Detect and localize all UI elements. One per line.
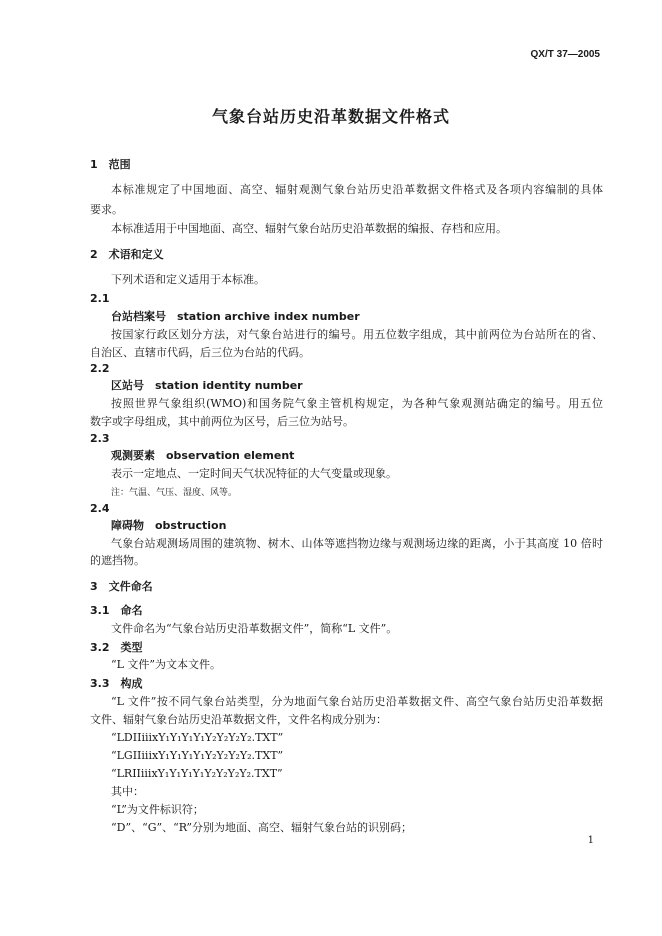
term-2-4-definition-cont: 的遮挡物。 — [90, 554, 145, 567]
term-2-2-definition-cont: 数字或字母组成，其中前两位为区号，后三位为站号。 — [90, 415, 354, 428]
term-2-3-number: 2.3 — [90, 432, 110, 445]
where-item-dgr: “D”、“G”、“R”分别为地面、高空、辐射气象台站的识别码； — [111, 821, 413, 834]
section-3-heading: 3 文件命名 — [90, 580, 153, 593]
filename-format-upper-air: “LGIIiiixY₁Y₁Y₁Y₁Y₂Y₂Y₂Y₂.TXT” — [111, 749, 284, 762]
term-2-3-note: 注：气温、气压、湿度、风等。 — [111, 488, 238, 498]
section-3-1-text: 文件命名为“气象台站历史沿革数据文件”，简称“L 文件”。 — [111, 622, 398, 635]
section-3-1-heading: 3.1 命名 — [90, 604, 143, 617]
section-1-paragraph-2: 本标准适用于中国地面、高空、辐射气象台站历史沿革数据的编报、存档和应用。 — [111, 222, 507, 235]
filename-format-surface: “LDIIiiixY₁Y₁Y₁Y₁Y₂Y₂Y₂Y₂.TXT” — [111, 731, 284, 744]
term-2-1-definition: 按国家行政区划分方法，对气象台站进行的编号。用五位数字组成，其中前两位为台站所在的省、 — [111, 328, 603, 341]
section-1-paragraph-1: 本标准规定了中国地面、高空、辐射观测气象台站历史沿革数据文件格式及各项内容编制的具体 — [111, 183, 603, 196]
term-2-4-definition: 气象台站观测场周围的建筑物、树木、山体等遮挡物边缘与观测场边缘的距离，小于其高度 10 倍时 — [111, 537, 603, 550]
section-3-2-heading: 3.2 类型 — [90, 641, 143, 654]
section-3-3-text-cont: 文件、辐射气象台站历史沿革数据文件，文件名构成分别为： — [90, 713, 387, 726]
section-1-paragraph-1-cont: 要求。 — [90, 203, 123, 216]
term-2-1-number: 2.1 — [90, 292, 110, 305]
term-2-2-definition: 按照世界气象组织(WMO)和国务院气象主管机构规定，为各种气象观测站确定的编号。用五位 — [111, 397, 603, 410]
standard-code: QX/T 37—2005 — [530, 49, 600, 60]
section-2-intro: 下列术语和定义适用于本标准。 — [111, 273, 265, 286]
filename-format-radiation: “LRIIiiixY₁Y₁Y₁Y₁Y₂Y₂Y₂Y₂.TXT” — [111, 767, 283, 780]
where-item-l: “L”为文件标识符； — [111, 803, 204, 816]
section-3-3-heading: 3.3 构成 — [90, 677, 143, 690]
section-2-heading: 2 术语和定义 — [90, 248, 164, 261]
term-2-1-title: 台站档案号 station archive index number — [111, 310, 360, 323]
term-2-2-title: 区站号 station identity number — [111, 379, 303, 392]
term-2-1-definition-cont: 自治区、直辖市代码，后三位为台站的代码。 — [90, 346, 310, 359]
section-1-heading: 1 范围 — [90, 158, 131, 171]
term-2-4-number: 2.4 — [90, 502, 110, 515]
term-2-3-definition: 表示一定地点、一定时间天气状况特征的大气变量或现象。 — [111, 467, 397, 480]
where-label: 其中： — [111, 785, 144, 798]
section-3-2-text: “L 文件”为文本文件。 — [111, 658, 222, 671]
page-title: 气象台站历史沿革数据文件格式 — [211, 107, 450, 126]
page-number: 1 — [587, 835, 594, 846]
term-2-2-number: 2.2 — [90, 362, 110, 375]
section-3-3-text: “L 文件”按不同气象台站类型，分为地面气象台站历史沿革数据文件、高空气象台站历史沿革数据 — [111, 695, 603, 708]
term-2-4-title: 障碍物 obstruction — [111, 519, 227, 532]
term-2-3-title: 观测要素 observation element — [111, 449, 295, 462]
